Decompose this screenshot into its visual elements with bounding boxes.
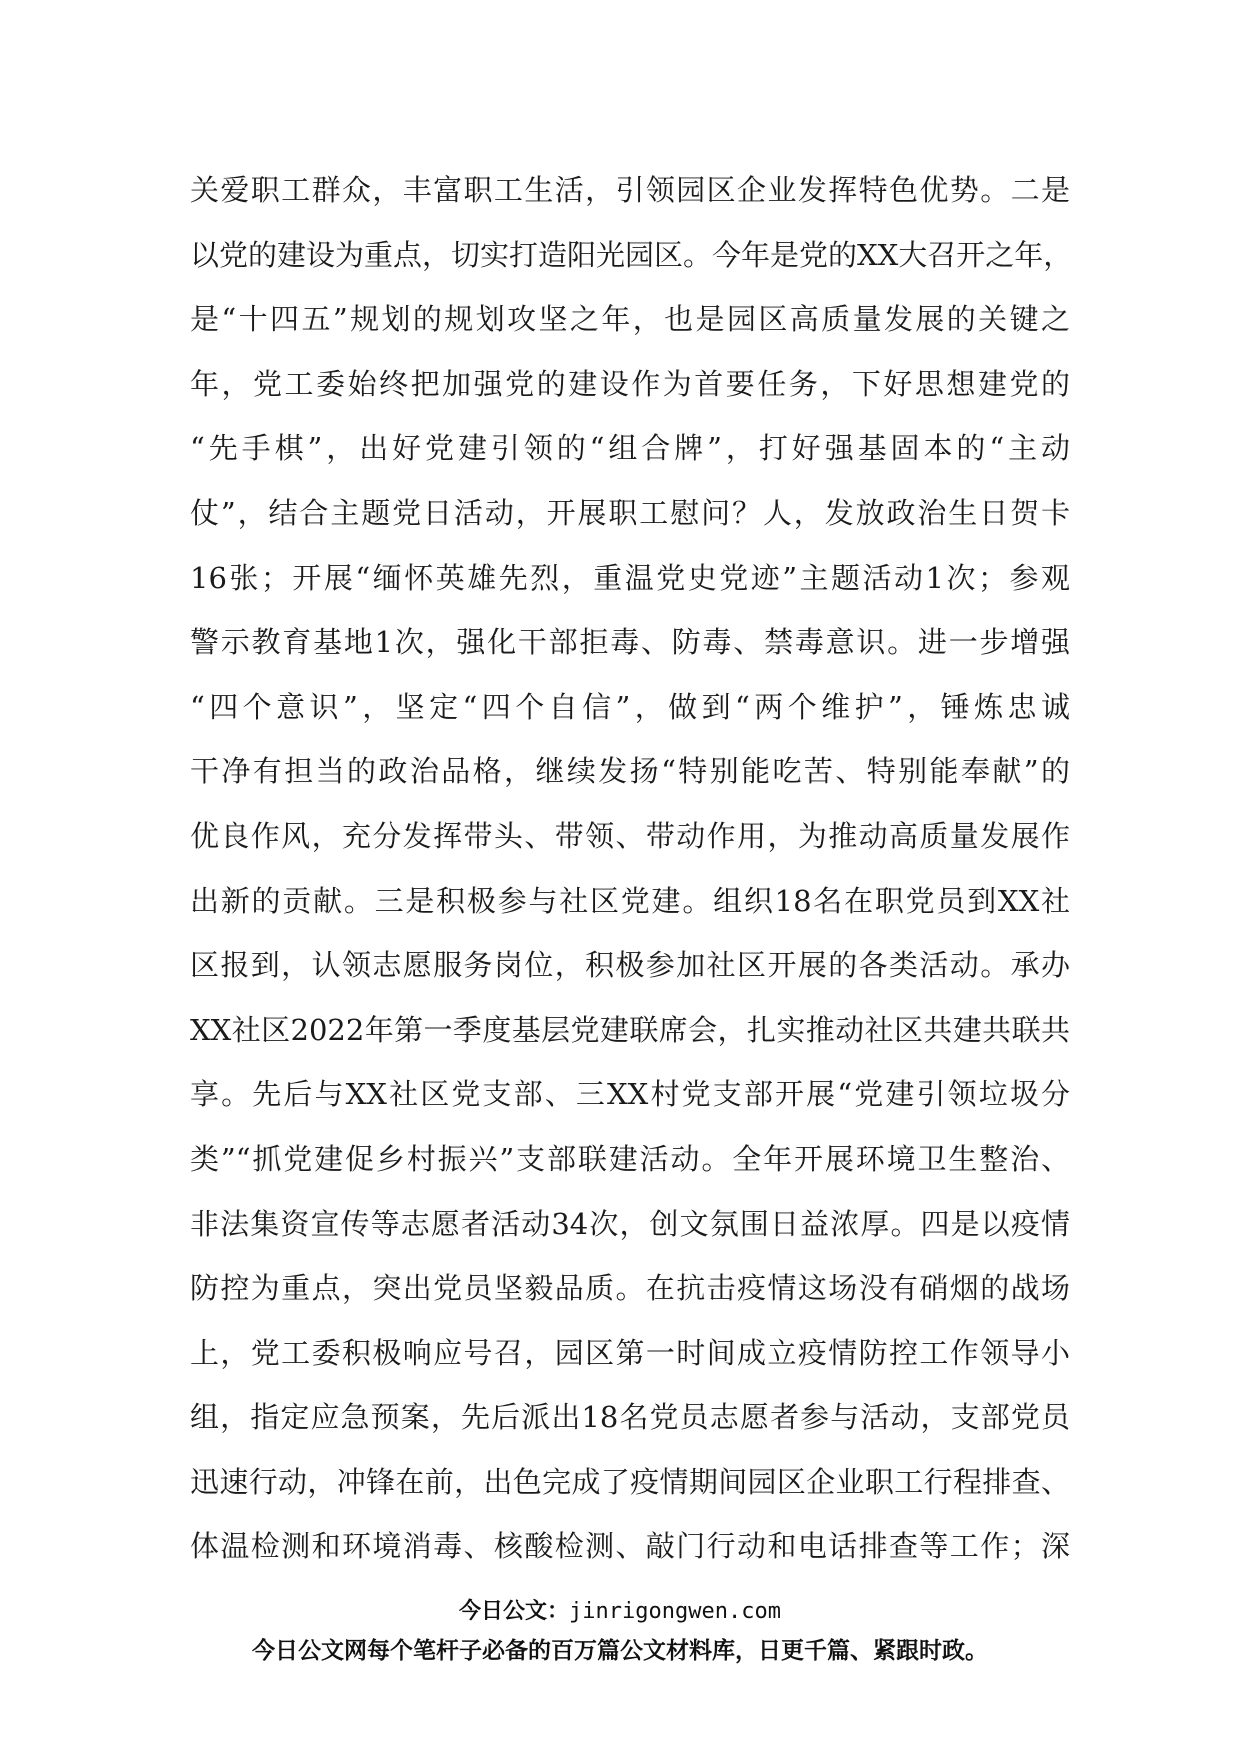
text-line: 类”“抓党建促乡村振兴”支部联建活动。全年开展环境卫生整治、	[190, 1141, 1070, 1176]
text-line: 享。先后与XX社区党支部、三XX村党支部开展“党建引领垃圾分	[190, 1077, 1070, 1112]
body-text	[190, 158, 1073, 1579]
text-line: 非法集资宣传等志愿者活动34次，创文氛围日益浓厚。四是以疫情	[190, 1206, 1070, 1241]
text-line: XX社区2022年第一季度基层党建联席会，扎实推动社区共建共联共	[190, 1012, 1070, 1047]
text-line: 干净有担当的政治品格，继续发扬“特别能吃苦、特别能奉献”的	[190, 754, 1070, 789]
text-line: 年，党工委始终把加强党的建设作为首要任务，下好思想建党的	[190, 366, 1070, 401]
footer-site	[0, 1594, 1240, 1625]
text-line: 警示教育基地1次，强化干部拒毒、防毒、禁毒意识。进一步增强	[190, 625, 1070, 660]
text-line: 16张；开展“缅怀英雄先烈，重温党史党迹”主题活动1次；参观	[190, 560, 1070, 595]
text-line: 区报到，认领志愿服务岗位，积极参加社区开展的各类活动。承办	[190, 948, 1070, 983]
text-line: 上，党工委积极响应号召，园区第一时间成立疫情防控工作领导小	[190, 1335, 1070, 1370]
text-line: 出新的贡献。三是积极参与社区党建。组织18名在职党员到XX社	[190, 883, 1070, 918]
footer-site-url[interactable]: jinrigongwen.com	[569, 1599, 781, 1624]
text-line: “四个意识”，坚定“四个自信”，做到“两个维护”，锤炼忠诚	[190, 689, 1070, 724]
text-line: 优良作风，充分发挥带头、带领、带动作用，为推动高质量发展作	[190, 818, 1070, 853]
text-line: 关爱职工群众，丰富职工生活，引领园区企业发挥特色优势。二是	[190, 173, 1070, 207]
text-line: 是“十四五”规划的规划攻坚之年，也是园区高质量发展的关键之	[190, 302, 1070, 337]
text-line: 防控为重点，突出党员坚毅品质。在抗击疫情这场没有硝烟的战场	[190, 1271, 1070, 1306]
text-line: “先手棋”，出好党建引领的“组合牌”，打好强基固本的“主动	[190, 431, 1070, 466]
text-line: 组，指定应急预案，先后派出18名党员志愿者参与活动，支部党员	[190, 1400, 1070, 1435]
footer-site-label: 今日公文：	[459, 1599, 570, 1624]
text-line: 体温检测和环境消毒、核酸检测、敲门行动和电话排查等工作；深	[190, 1529, 1070, 1564]
text-line: 迅速行动，冲锋在前，出色完成了疫情期间园区企业职工行程排查、	[190, 1464, 1070, 1499]
text-line: 以党的建设为重点，切实打造阳光园区。今年是党的XX大召开之年，	[190, 237, 1073, 272]
text-line: 仗”，结合主题党日活动，开展职工慰问？人，发放政治生日贺卡	[190, 495, 1070, 530]
footer-slogan: 今日公文网每个笔杆子必备的百万篇公文材料库，日更千篇、紧跟时政。	[252, 1638, 988, 1664]
